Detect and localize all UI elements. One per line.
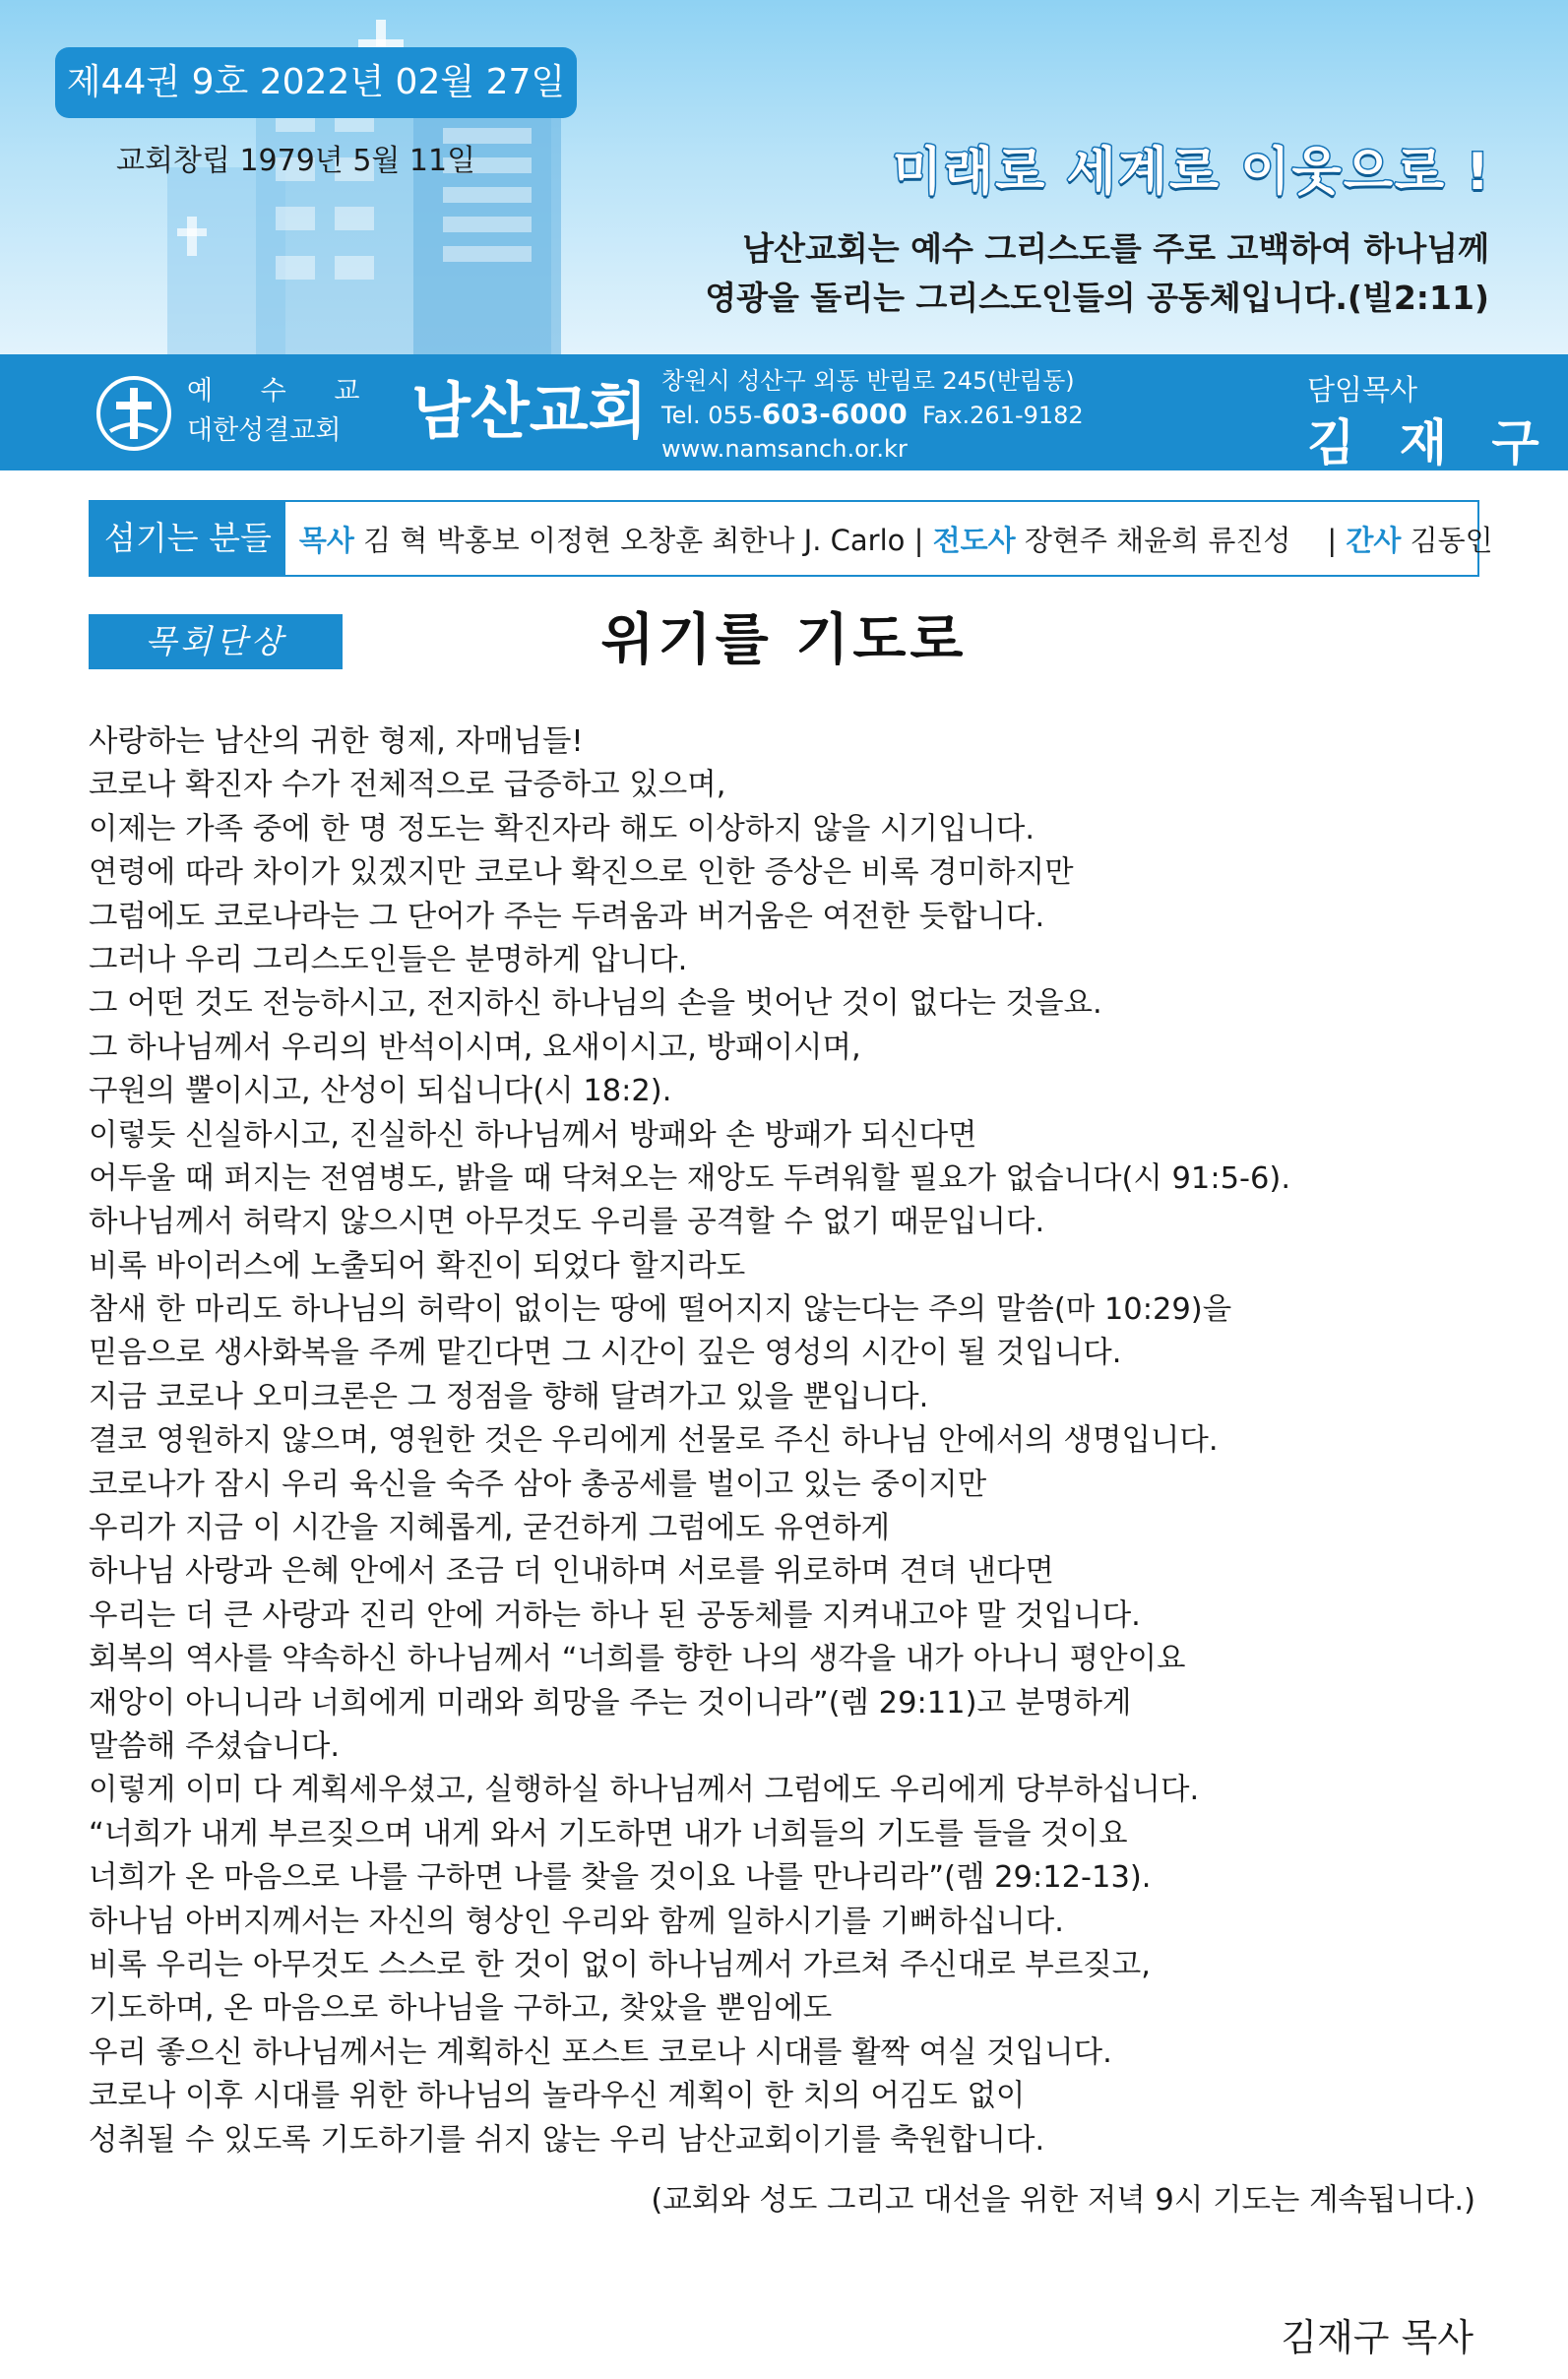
article-line: 참새 한 마리도 하나님의 허락이 없이는 땅에 떨어지지 않는다는 주의 말씀(마 10:29)을 — [89, 1292, 1232, 1328]
article-line: 지금 코로나 오미크론은 그 정점을 향해 달려가고 있을 뿐입니다. — [89, 1379, 929, 1414]
article-line: 연령에 따라 차이가 있겠지만 코로나 확진으로 인한 증상은 비록 경미하지만 — [89, 855, 1074, 891]
fax-number: Fax.261-9182 — [922, 402, 1084, 429]
article-line: 이제는 가족 중에 한 명 정도는 확진자라 해도 이상하지 않을 시기입니다. — [89, 811, 1035, 846]
article-line: 코로나 이후 시대를 위한 하나님의 놀라우신 계획이 한 치의 어김도 없이 — [89, 2079, 1026, 2114]
article-line: 코로나 확진자 수가 전체적으로 급증하고 있으며, — [89, 768, 726, 803]
mission-line: 영광을 돌리는 그리스도인들의 공동체입니다.(빌2:11) — [705, 279, 1489, 317]
header-banner — [0, 0, 1568, 354]
denomination-line: 대한성결교회 — [187, 415, 342, 446]
denomination-line: 예 수 교 — [187, 376, 380, 407]
church-logo-icon — [94, 374, 173, 453]
divider: | — [1299, 523, 1347, 557]
evangelist-names: 장현주 채윤희 류진성 — [1024, 523, 1291, 557]
denomination — [187, 372, 379, 451]
article-line: 말씀해 주셨습니다. — [89, 1728, 341, 1764]
article-line: 어두울 때 퍼지는 전염병도, 밝을 때 닥쳐오는 재앙도 두려워할 필요가 없습니다(시 91:5-6). — [89, 1160, 1291, 1196]
article-line: 우리는 더 큰 사랑과 진리 안에 거하는 하나 된 공동체를 지켜내고야 말 것입니다. — [89, 1597, 1141, 1633]
staff-list — [89, 500, 1493, 577]
article-line: 하나님 아버지께서는 자신의 형상인 우리와 함께 일하시기를 기뻐하십니다. — [89, 1904, 1064, 1939]
article-closing-note: (교회와 성도 그리고 대선을 위한 저녁 9시 기도는 계속됩니다.) — [651, 2183, 1475, 2218]
article-line: 그럼에도 코로나라는 그 단어가 주는 두려움과 버거움은 여전한 듯합니다. — [89, 899, 1045, 934]
article-line: 회복의 역사를 약속하신 하나님께서 “너희를 향한 나의 생각을 내가 아나니 평안이요 — [89, 1642, 1186, 1677]
senior-pastor-name: 김 재 구 — [1307, 413, 1553, 471]
staff-names — [285, 519, 1493, 559]
column-badge: 목회단상 — [89, 614, 343, 669]
secretary-role: 간사 — [1346, 523, 1402, 557]
divider: | — [913, 523, 933, 557]
evangelist-role: 전도사 — [932, 523, 1016, 557]
mission-line: 남산교회는 예수 그리스도를 주로 고백하여 하나님께 — [742, 229, 1489, 268]
church-info-bar — [0, 354, 1568, 470]
article-line: 우리 좋으신 하나님께서는 계획하신 포스트 코로나 시대를 활짝 여실 것입니다. — [89, 2035, 1112, 2070]
article-line: “너희가 내게 부르짖으며 내게 와서 기도하면 내가 너희들의 기도를 들을 것이요 — [89, 1816, 1128, 1851]
founding-date: 교회창립 1979년 5월 11일 — [116, 144, 476, 178]
article-title: 위기를 기도로 — [600, 608, 968, 672]
phone-fax — [661, 398, 1084, 432]
author-signature: 김재구 목사 — [1281, 2316, 1474, 2359]
issue-number: 제44권 9호 2022년 02월 27일 — [55, 47, 577, 118]
article-line: 이렇듯 신실하시고, 진실하신 하나님께서 방패와 손 방패가 되신다면 — [89, 1117, 977, 1153]
mission-statement — [682, 224, 1489, 323]
article-line: 비록 우리는 아무것도 스스로 한 것이 없이 하나님께서 가르쳐 주신대로 부르짖고, — [89, 1947, 1151, 1982]
pastor-role: 목사 — [298, 523, 354, 557]
article-line: 우리가 지금 이 시간을 지혜롭게, 굳건하게 그럼에도 유연하게 — [89, 1511, 891, 1546]
article-line: 하나님께서 허락지 않으시면 아무것도 우리를 공격할 수 없기 때문입니다. — [89, 1205, 1045, 1240]
senior-pastor-label: 담임목사 — [1307, 373, 1418, 407]
contact-info — [661, 364, 1084, 466]
article-line: 하나님 사랑과 은혜 안에서 조금 더 인내하며 서로를 위로하며 견뎌 낸다면 — [89, 1554, 1054, 1590]
article-body — [89, 720, 1476, 2162]
article-line: 그 하나님께서 우리의 반석이시며, 요새이시고, 방패이시며, — [89, 1030, 861, 1065]
article-line: 결코 영원하지 않으며, 영원한 것은 우리에게 선물로 주신 하나님 안에서의 생명입니다. — [89, 1423, 1219, 1459]
church-name: 남산교회 — [411, 375, 648, 447]
secretary-name: 김동인 — [1410, 523, 1493, 557]
article-line: 그 어떤 것도 전능하시고, 전지하신 하나님의 손을 벗어난 것이 없다는 것을요. — [89, 986, 1102, 1022]
article-line: 이렇게 이미 다 계획세우셨고, 실행하실 하나님께서 그럼에도 우리에게 당부하십니다. — [89, 1773, 1200, 1808]
pastor-names: 김 혁 박홍보 이정현 오창훈 최한나 J. Carlo — [363, 523, 906, 557]
tel-number: 603-6000 — [761, 398, 908, 430]
tel-prefix: Tel. 055- — [661, 402, 762, 429]
article-line: 믿음으로 생사화복을 주께 맡긴다면 그 시간이 깊은 영성의 시간이 될 것입니다. — [89, 1336, 1122, 1371]
article-line: 너희가 온 마음으로 나를 구하면 나를 찾을 것이요 나를 만나리라”(렘 29:12-13). — [89, 1860, 1152, 1896]
article-line: 기도하며, 온 마음으로 하나님을 구하고, 찾았을 뿐임에도 — [89, 1991, 833, 2027]
church-slogan: 미래로 세계로 이웃으로 ! — [892, 143, 1491, 202]
article-line: 그러나 우리 그리스도인들은 분명하게 압니다. — [89, 942, 688, 977]
article-line: 구원의 뿔이시고, 산성이 되십니다(시 18:2). — [89, 1074, 672, 1109]
staff-label: 섬기는 분들 — [91, 502, 285, 575]
article-line: 비록 바이러스에 노출되어 확진이 되었다 할지라도 — [89, 1248, 746, 1283]
address: 창원시 성산구 외동 반림로 245(반림동) — [661, 367, 1075, 395]
article-line: 성취될 수 있도록 기도하기를 쉬지 않는 우리 남산교회이기를 축원합니다. — [89, 2122, 1045, 2158]
article-line: 재앙이 아니니라 너희에게 미래와 희망을 주는 것이니라”(렘 29:11)고 분명하게 — [89, 1685, 1132, 1721]
article-line: 코로나가 잠시 우리 육신을 숙주 삼아 총공세를 벌이고 있는 중이지만 — [89, 1467, 987, 1502]
article-line: 사랑하는 남산의 귀한 형제, 자매님들! — [89, 724, 584, 759]
website-link[interactable]: www.namsanch.or.kr — [661, 435, 908, 463]
